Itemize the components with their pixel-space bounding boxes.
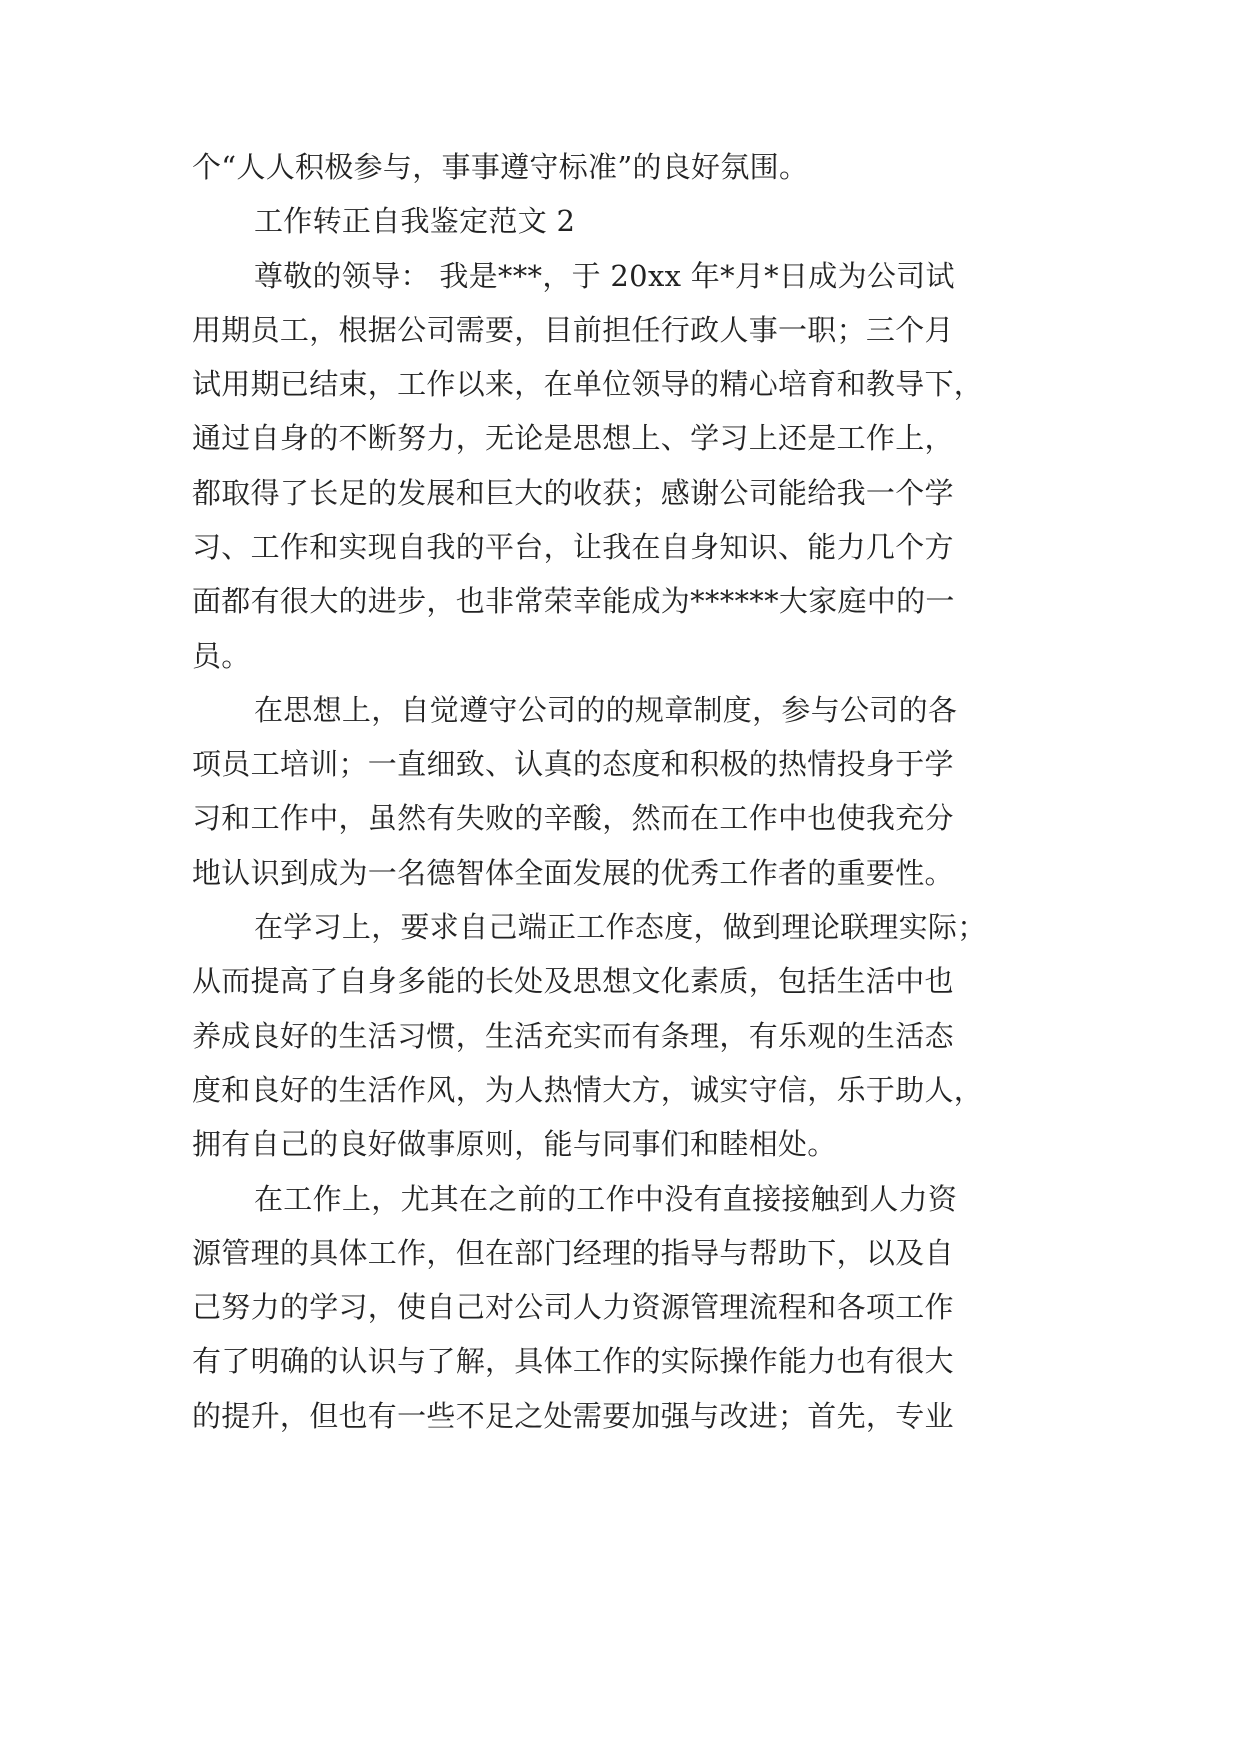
text-line: 尊敬的领导： 我是***，于 20xx 年*月*日成为公司试 bbox=[254, 259, 955, 293]
text-line: 拥有自己的良好做事原则，能与同事们和睦相处。 bbox=[192, 1127, 837, 1161]
section-title: 工作转正自我鉴定范文 2 bbox=[254, 204, 576, 238]
text-line: 通过自身的不断努力，无论是思想上、学习上还是工作上， bbox=[192, 421, 954, 455]
text-line: 度和良好的生活作风，为人热情大方，诚实守信，乐于助人， bbox=[192, 1073, 984, 1107]
text-line: 都取得了长足的发展和巨大的收获；感谢公司能给我一个学 bbox=[192, 476, 954, 510]
text-line: 习和工作中，虽然有失败的辛酸，然而在工作中也使我充分 bbox=[192, 801, 954, 835]
text-line: 己努力的学习，使自己对公司人力资源管理流程和各项工作 bbox=[192, 1290, 954, 1324]
text-line: 员。 bbox=[192, 639, 251, 673]
text-line: 试用期已结束，工作以来，在单位领导的精心培育和教导下， bbox=[192, 367, 984, 401]
text-line: 养成良好的生活习惯，生活充实而有条理，有乐观的生活态 bbox=[192, 1019, 954, 1053]
text-line: 从而提高了自身多能的长处及思想文化素质，包括生活中也 bbox=[192, 964, 954, 998]
text-line: 在学习上，要求自己端正工作态度，做到理论联理实际； bbox=[254, 910, 987, 944]
text-line: 项员工培训；一直细致、认真的态度和积极的热情投身于学 bbox=[192, 747, 954, 781]
text-line: 的提升，但也有一些不足之处需要加强与改进；首先，专业 bbox=[192, 1399, 954, 1433]
text-line: 在工作上，尤其在之前的工作中没有直接接触到人力资 bbox=[254, 1182, 958, 1216]
text-line: 面都有很大的进步，也非常荣幸能成为******大家庭中的一 bbox=[192, 584, 955, 618]
text-line: 个“人人积极参与，事事遵守标准”的良好氛围。 bbox=[192, 150, 809, 184]
text-line: 用期员工，根据公司需要，目前担任行政人事一职；三个月 bbox=[192, 313, 954, 347]
text-line: 有了明确的认识与了解，具体工作的实际操作能力也有很大 bbox=[192, 1344, 954, 1378]
text-line: 地认识到成为一名德智体全面发展的优秀工作者的重要性。 bbox=[192, 856, 954, 890]
text-line: 习、工作和实现自我的平台，让我在自身知识、能力几个方 bbox=[192, 530, 954, 564]
text-line: 源管理的具体工作，但在部门经理的指导与帮助下，以及自 bbox=[192, 1236, 954, 1270]
text-line: 在思想上，自觉遵守公司的的规章制度，参与公司的各 bbox=[254, 693, 958, 727]
